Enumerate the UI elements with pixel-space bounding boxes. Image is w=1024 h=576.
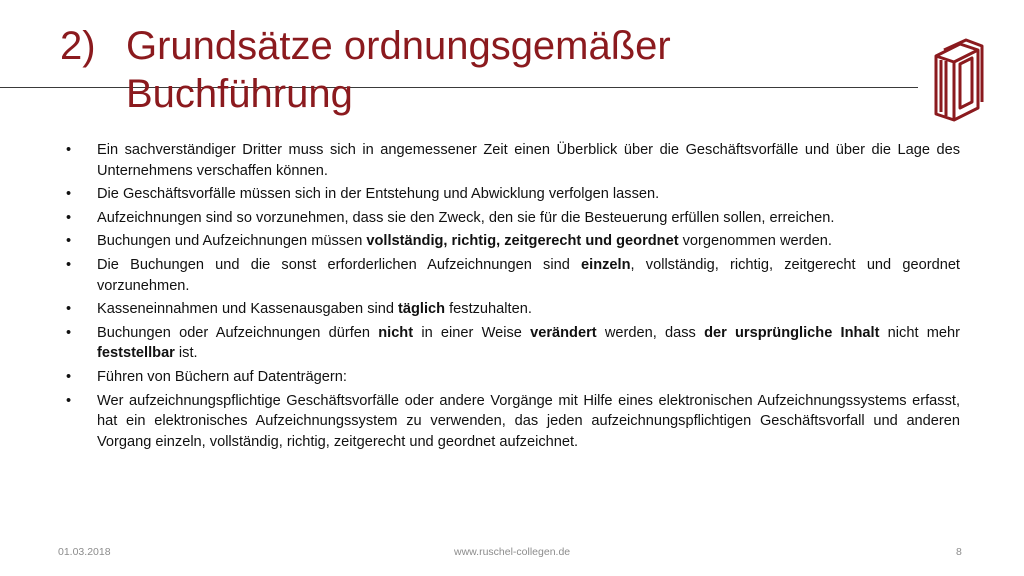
bullet-item — [66, 391, 960, 453]
bullet-item — [66, 323, 960, 364]
bullet-text: Ein sachverständiger Dritter muss sich in angemessener Zeit einen Überblick über die Geschäftsvorfälle und über die Lage des Unternehmens verschaffen können. — [97, 142, 960, 179]
bullet-list — [66, 140, 960, 455]
footer-date: 01.03.2018 — [58, 546, 111, 558]
bullet-emphasis-text: vollständig, richtig, zeitgerecht und geordnet — [366, 233, 679, 250]
bullet-text: Aufzeichnungen sind so vorzunehmen, dass sie den Zweck, den sie für die Besteuerung erfüllen sollen, erreichen. — [97, 209, 835, 226]
slide-title-text: Grundsätze ordnungsgemäßer Buchführung — [126, 24, 671, 116]
bullet-text: ist. — [174, 345, 198, 362]
bullet-text: , vollständig, richtig, zeitgerecht und geordnet vorzunehmen. — [97, 256, 960, 294]
bullet-emphasis-text: einzeln — [581, 256, 631, 273]
bullet-text: Die Geschäftsvorfälle müssen sich in der Entstehung und Abwicklung verfolgen lassen. — [97, 186, 660, 203]
bullet-text: Buchungen und Aufzeichnungen müssen — [97, 233, 367, 250]
bullet-item — [66, 299, 960, 320]
bullet-emphasis-text: feststellbar — [97, 345, 175, 362]
books-icon — [930, 38, 984, 122]
bullet-marker: • — [66, 142, 72, 158]
bullet-emphasis-text: der ursprüngliche Inhalt — [704, 324, 880, 341]
bullet-text: Kasseneinnahmen und Kassenausgaben sind — [97, 301, 399, 318]
slide-title — [60, 22, 900, 118]
bullet-text: Buchungen oder Aufzeichnungen dürfen — [97, 324, 379, 341]
bullet-marker: • — [66, 209, 72, 226]
bullet-marker: • — [66, 392, 72, 409]
bullet-item — [66, 208, 960, 229]
bullet-marker: • — [66, 186, 72, 203]
bullet-text: nicht mehr — [879, 324, 960, 341]
bullet-item — [66, 367, 960, 388]
bullet-text: Die Buchungen und die sonst erforderlichen Aufzeichnungen sind — [97, 256, 582, 273]
bullet-item — [66, 255, 960, 296]
bullet-item — [66, 184, 960, 205]
bullet-item — [66, 231, 960, 252]
bullet-text: vorgenommen werden. — [678, 233, 832, 250]
bullet-text: festzuhalten. — [445, 301, 532, 318]
bullet-marker: • — [66, 256, 72, 273]
bullet-text: in einer Weise — [413, 324, 531, 341]
slide-title-number: 2) — [60, 24, 96, 68]
bullet-item — [66, 140, 960, 181]
footer-page-number: 8 — [956, 546, 962, 558]
bullet-marker: • — [66, 324, 72, 341]
bullet-text: Führen von Büchern auf Datenträgern: — [97, 368, 347, 385]
bullet-emphasis-text: nicht — [378, 324, 414, 341]
bullet-text: werden, dass — [596, 324, 705, 341]
bullet-text: Wer aufzeichnungspflichtige Geschäftsvorfälle oder andere Vorgänge mit Hilfe eines elektronischen Aufzeichnungssystems erfasst, hat ein elektronisches Aufzeichnungssystem zu verwenden, das jeden aufzeichnungspflichtigen Geschäftsvorfall und anderen Vorgang einzeln, vollständig, richtig, zeitgerecht und geordnet aufzeichnet. — [97, 392, 960, 450]
bullet-marker: • — [66, 368, 72, 385]
bullet-marker: • — [66, 233, 72, 250]
footer-url: www.ruschel-collegen.de — [454, 546, 571, 558]
bullet-emphasis-text: täglich — [398, 301, 446, 318]
bullet-emphasis-text: verändert — [530, 324, 597, 341]
bullet-marker: • — [66, 301, 72, 318]
